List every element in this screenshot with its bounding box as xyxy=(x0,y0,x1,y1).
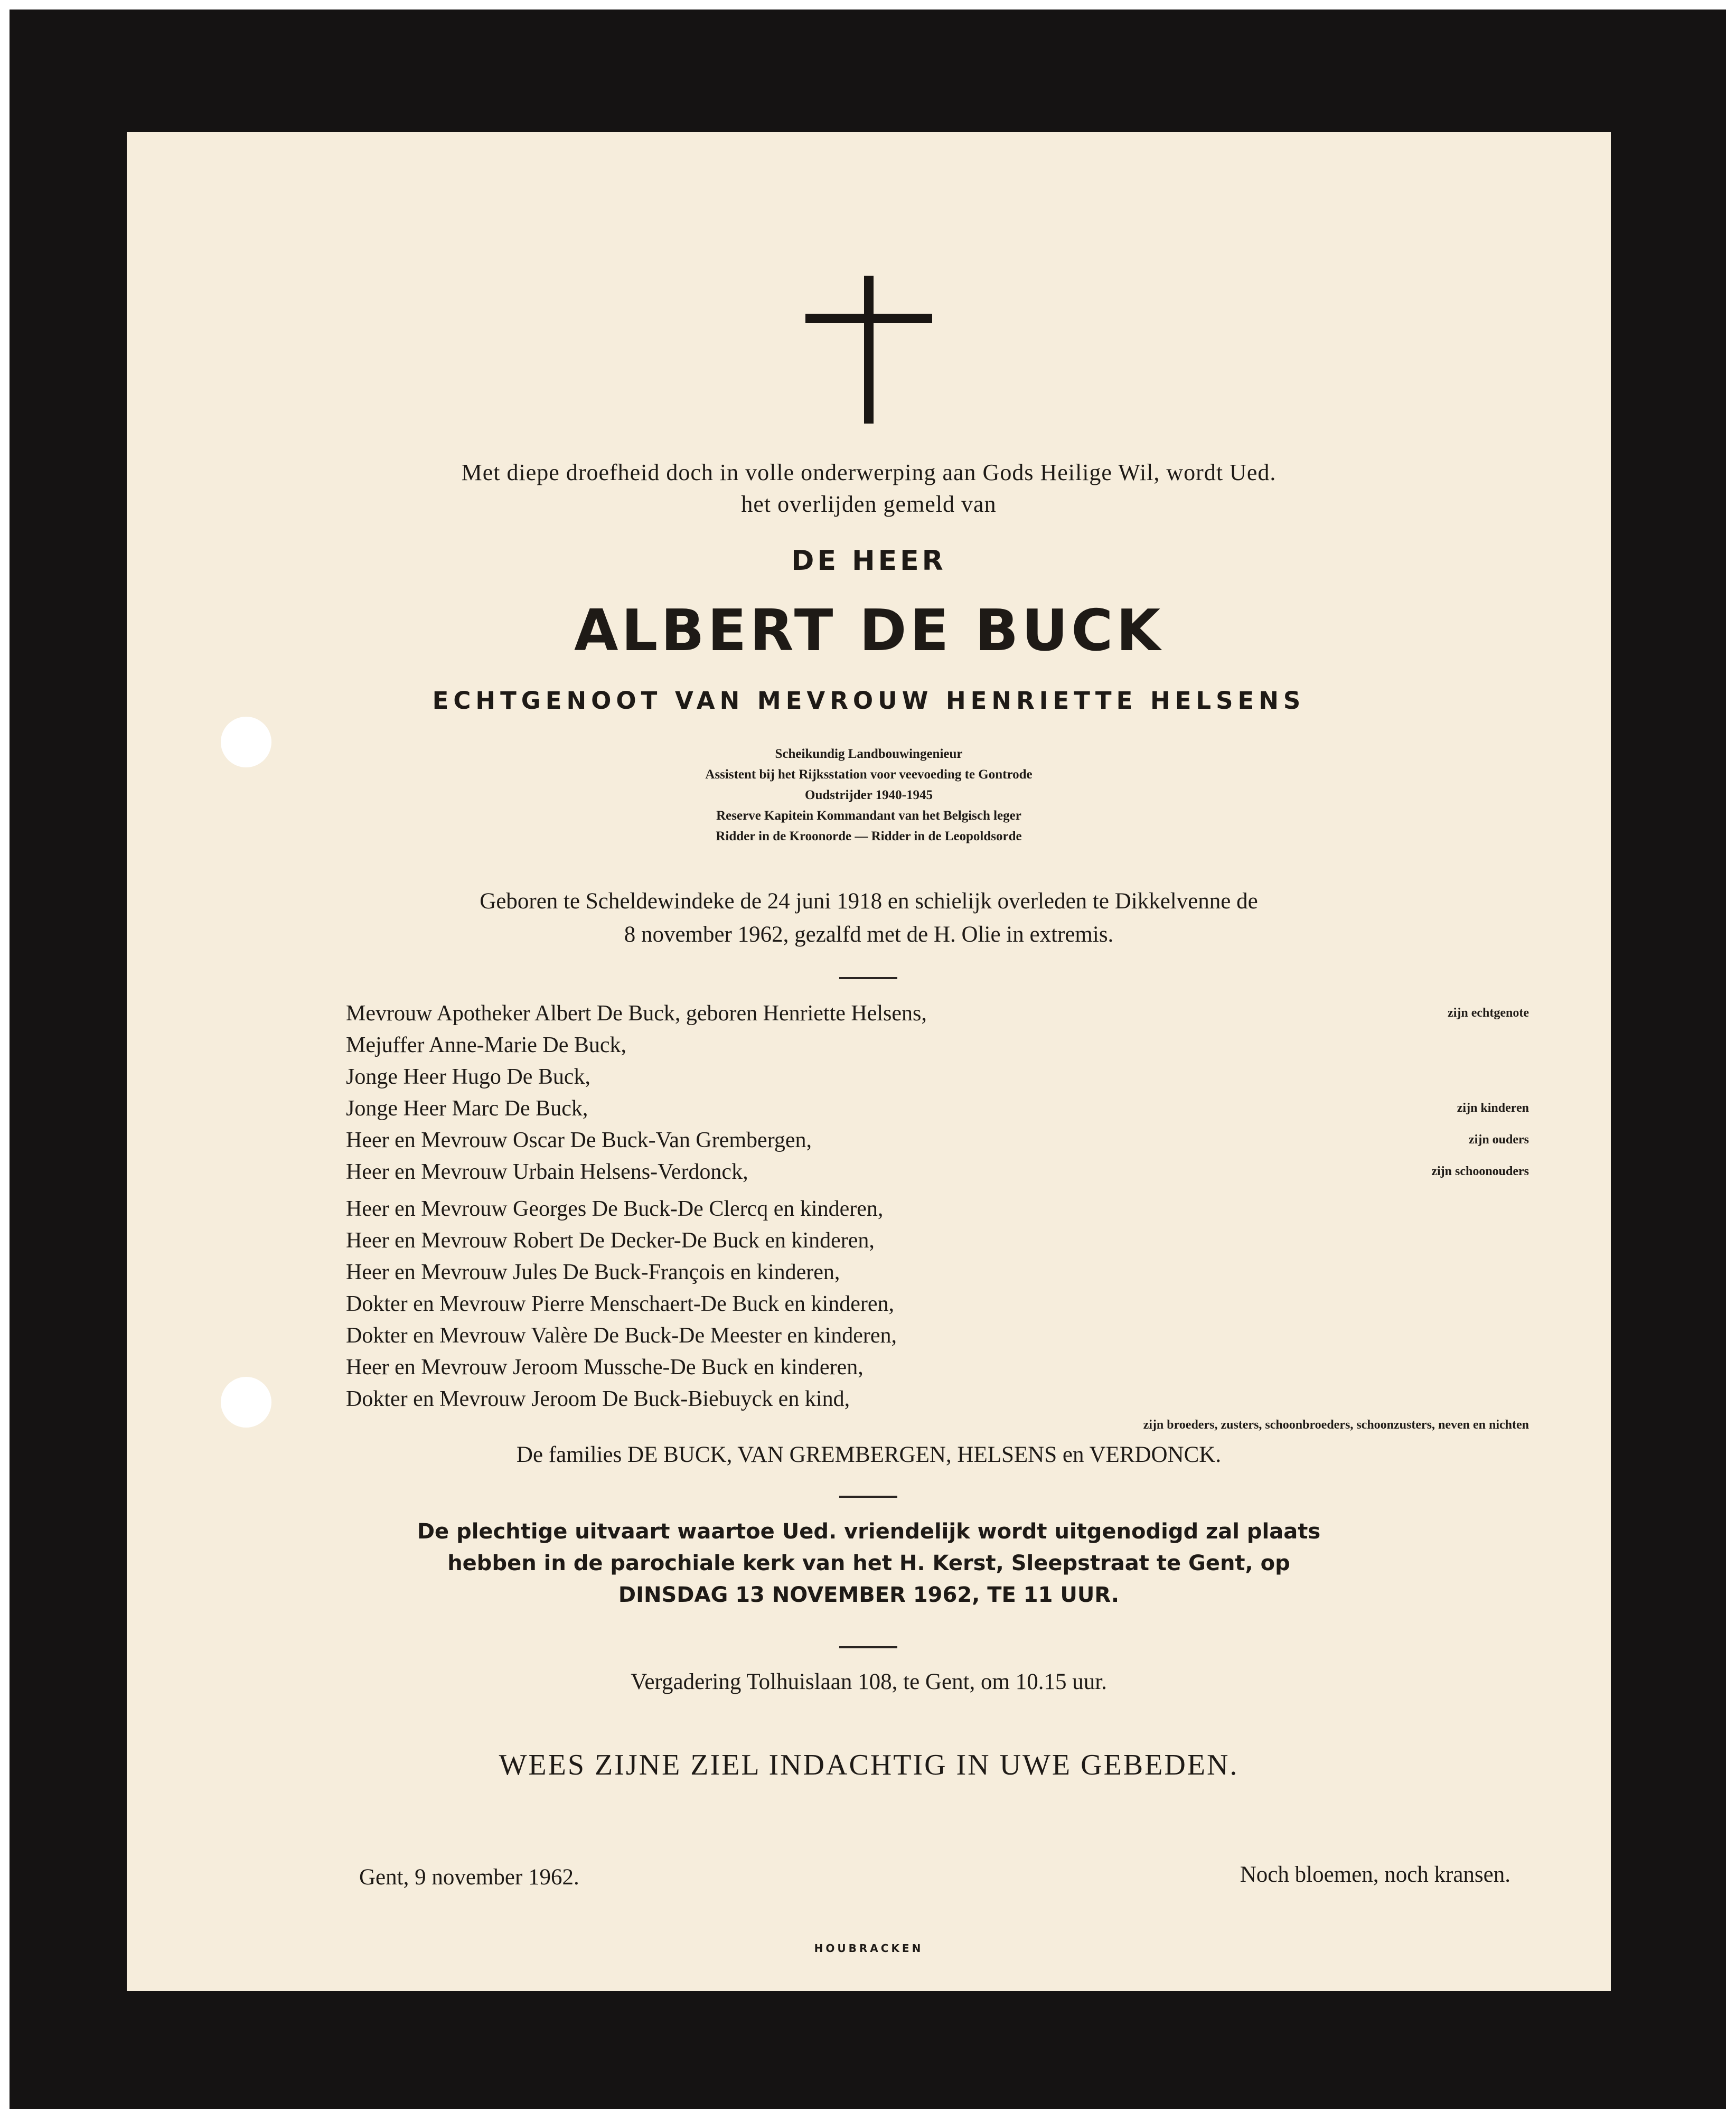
no-flowers-note: Noch bloemen, noch kransen. xyxy=(1240,1862,1510,1887)
cross-icon xyxy=(805,276,932,424)
relative-row xyxy=(346,1323,1529,1354)
mourner-row xyxy=(346,1128,1529,1158)
mourner-row xyxy=(346,1096,1529,1127)
relative-row xyxy=(346,1196,1529,1227)
mourner-name: Mejuffer Anne-Marie De Buck, xyxy=(346,1033,627,1057)
relative-name: Dokter en Mevrouw Pierre Menschaert-De Buck en kinderen, xyxy=(346,1292,894,1316)
funeral-date-line: DINSDAG 13 NOVEMBER 1962, TE 11 UUR. xyxy=(618,1583,1120,1607)
birth-death-line-1: Geboren te Scheldewindeke de 24 juni 1918 en schielijk overleden te Dikkelvenne de xyxy=(480,889,1258,914)
place-date: Gent, 9 november 1962. xyxy=(359,1865,579,1890)
mourner-name: Jonge Heer Marc De Buck, xyxy=(346,1096,588,1121)
mourning-card xyxy=(127,132,1611,1991)
relatives-caption: zijn broeders, zusters, schoonbroeders, schoonzusters, neven en nichten xyxy=(1143,1418,1529,1432)
title-3: Oudstrijder 1940-1945 xyxy=(805,788,933,802)
mourner-row xyxy=(346,1033,1529,1063)
mourner-relation: zijn kinderen xyxy=(1457,1101,1529,1115)
intro-line-2: het overlijden gemeld van xyxy=(741,491,997,517)
relative-name: Heer en Mevrouw Robert De Decker-De Buck en kinderen, xyxy=(346,1228,875,1253)
honorific: DE HEER xyxy=(791,545,946,577)
divider xyxy=(839,1496,897,1498)
mourner-relation: zijn echtgenote xyxy=(1448,1006,1529,1020)
mourner-relation: zijn schoonouders xyxy=(1431,1165,1529,1178)
funeral-line-2: hebben in de parochiale kerk van het H. Kerst, Sleepstraat te Gent, op xyxy=(447,1551,1290,1575)
title-1: Scheikundig Landbouwingenieur xyxy=(775,747,963,761)
mourner-name: Jonge Heer Hugo De Buck, xyxy=(346,1065,591,1089)
mourner-relation: zijn ouders xyxy=(1469,1133,1529,1147)
relative-name: Heer en Mevrouw Georges De Buck-De Clercq en kinderen, xyxy=(346,1197,884,1221)
title-5: Ridder in de Kroonorde — Ridder in de Leopoldsorde xyxy=(716,829,1022,843)
birth-death-line-2: 8 november 1962, gezalfd met de H. Olie in extremis. xyxy=(624,922,1114,947)
title-2: Assistent bij het Rijksstation voor veevoeding te Gontrode xyxy=(705,767,1033,782)
meeting-line: Vergadering Tolhuislaan 108, te Gent, om 10.15 uur. xyxy=(631,1669,1107,1694)
mourner-name: Heer en Mevrouw Urbain Helsens-Verdonck, xyxy=(346,1160,748,1184)
mourner-row xyxy=(346,1159,1529,1190)
divider xyxy=(839,1646,897,1648)
relative-name: Heer en Mevrouw Jeroom Mussche-De Buck en kinderen, xyxy=(346,1355,864,1379)
relative-row xyxy=(346,1260,1529,1290)
relative-row xyxy=(346,1228,1529,1259)
funeral-line-1: De plechtige uitvaart waartoe Ued. vriendelijk wordt uitgenodigd zal plaats xyxy=(417,1519,1321,1544)
title-4: Reserve Kapitein Kommandant van het Belgisch leger xyxy=(716,809,1021,823)
mourner-row xyxy=(346,1064,1529,1095)
prayer-line: WEES ZIJNE ZIEL INDACHTIG IN UWE GEBEDEN. xyxy=(499,1749,1239,1781)
punch-hole-bottom xyxy=(221,1377,271,1428)
mourner-row xyxy=(346,1001,1529,1031)
divider xyxy=(839,977,897,979)
mourner-name: Heer en Mevrouw Oscar De Buck-Van Grembergen, xyxy=(346,1128,812,1152)
families-line: De families DE BUCK, VAN GREMBERGEN, HELSENS en VERDONCK. xyxy=(516,1442,1222,1467)
mourner-name: Mevrouw Apotheker Albert De Buck, geboren Henriette Helsens, xyxy=(346,1001,927,1026)
relative-name: Heer en Mevrouw Jules De Buck-François en kinderen, xyxy=(346,1260,840,1284)
deceased-name: ALBERT DE BUCK xyxy=(574,598,1164,664)
printer-mark: HOUBRACKEN xyxy=(814,1942,924,1955)
relative-row xyxy=(346,1291,1529,1322)
relative-name: Dokter en Mevrouw Jeroom De Buck-Biebuyck en kind, xyxy=(346,1387,850,1411)
relative-name: Dokter en Mevrouw Valère De Buck-De Meester en kinderen, xyxy=(346,1324,897,1348)
relative-row xyxy=(346,1386,1529,1417)
spouse-line: ECHTGENOOT VAN MEVROUW HENRIETTE HELSENS xyxy=(432,687,1306,715)
intro-line-1: Met diepe droefheid doch in volle onderwerping aan Gods Heilige Wil, wordt Ued. xyxy=(461,459,1277,485)
relative-row xyxy=(346,1355,1529,1385)
